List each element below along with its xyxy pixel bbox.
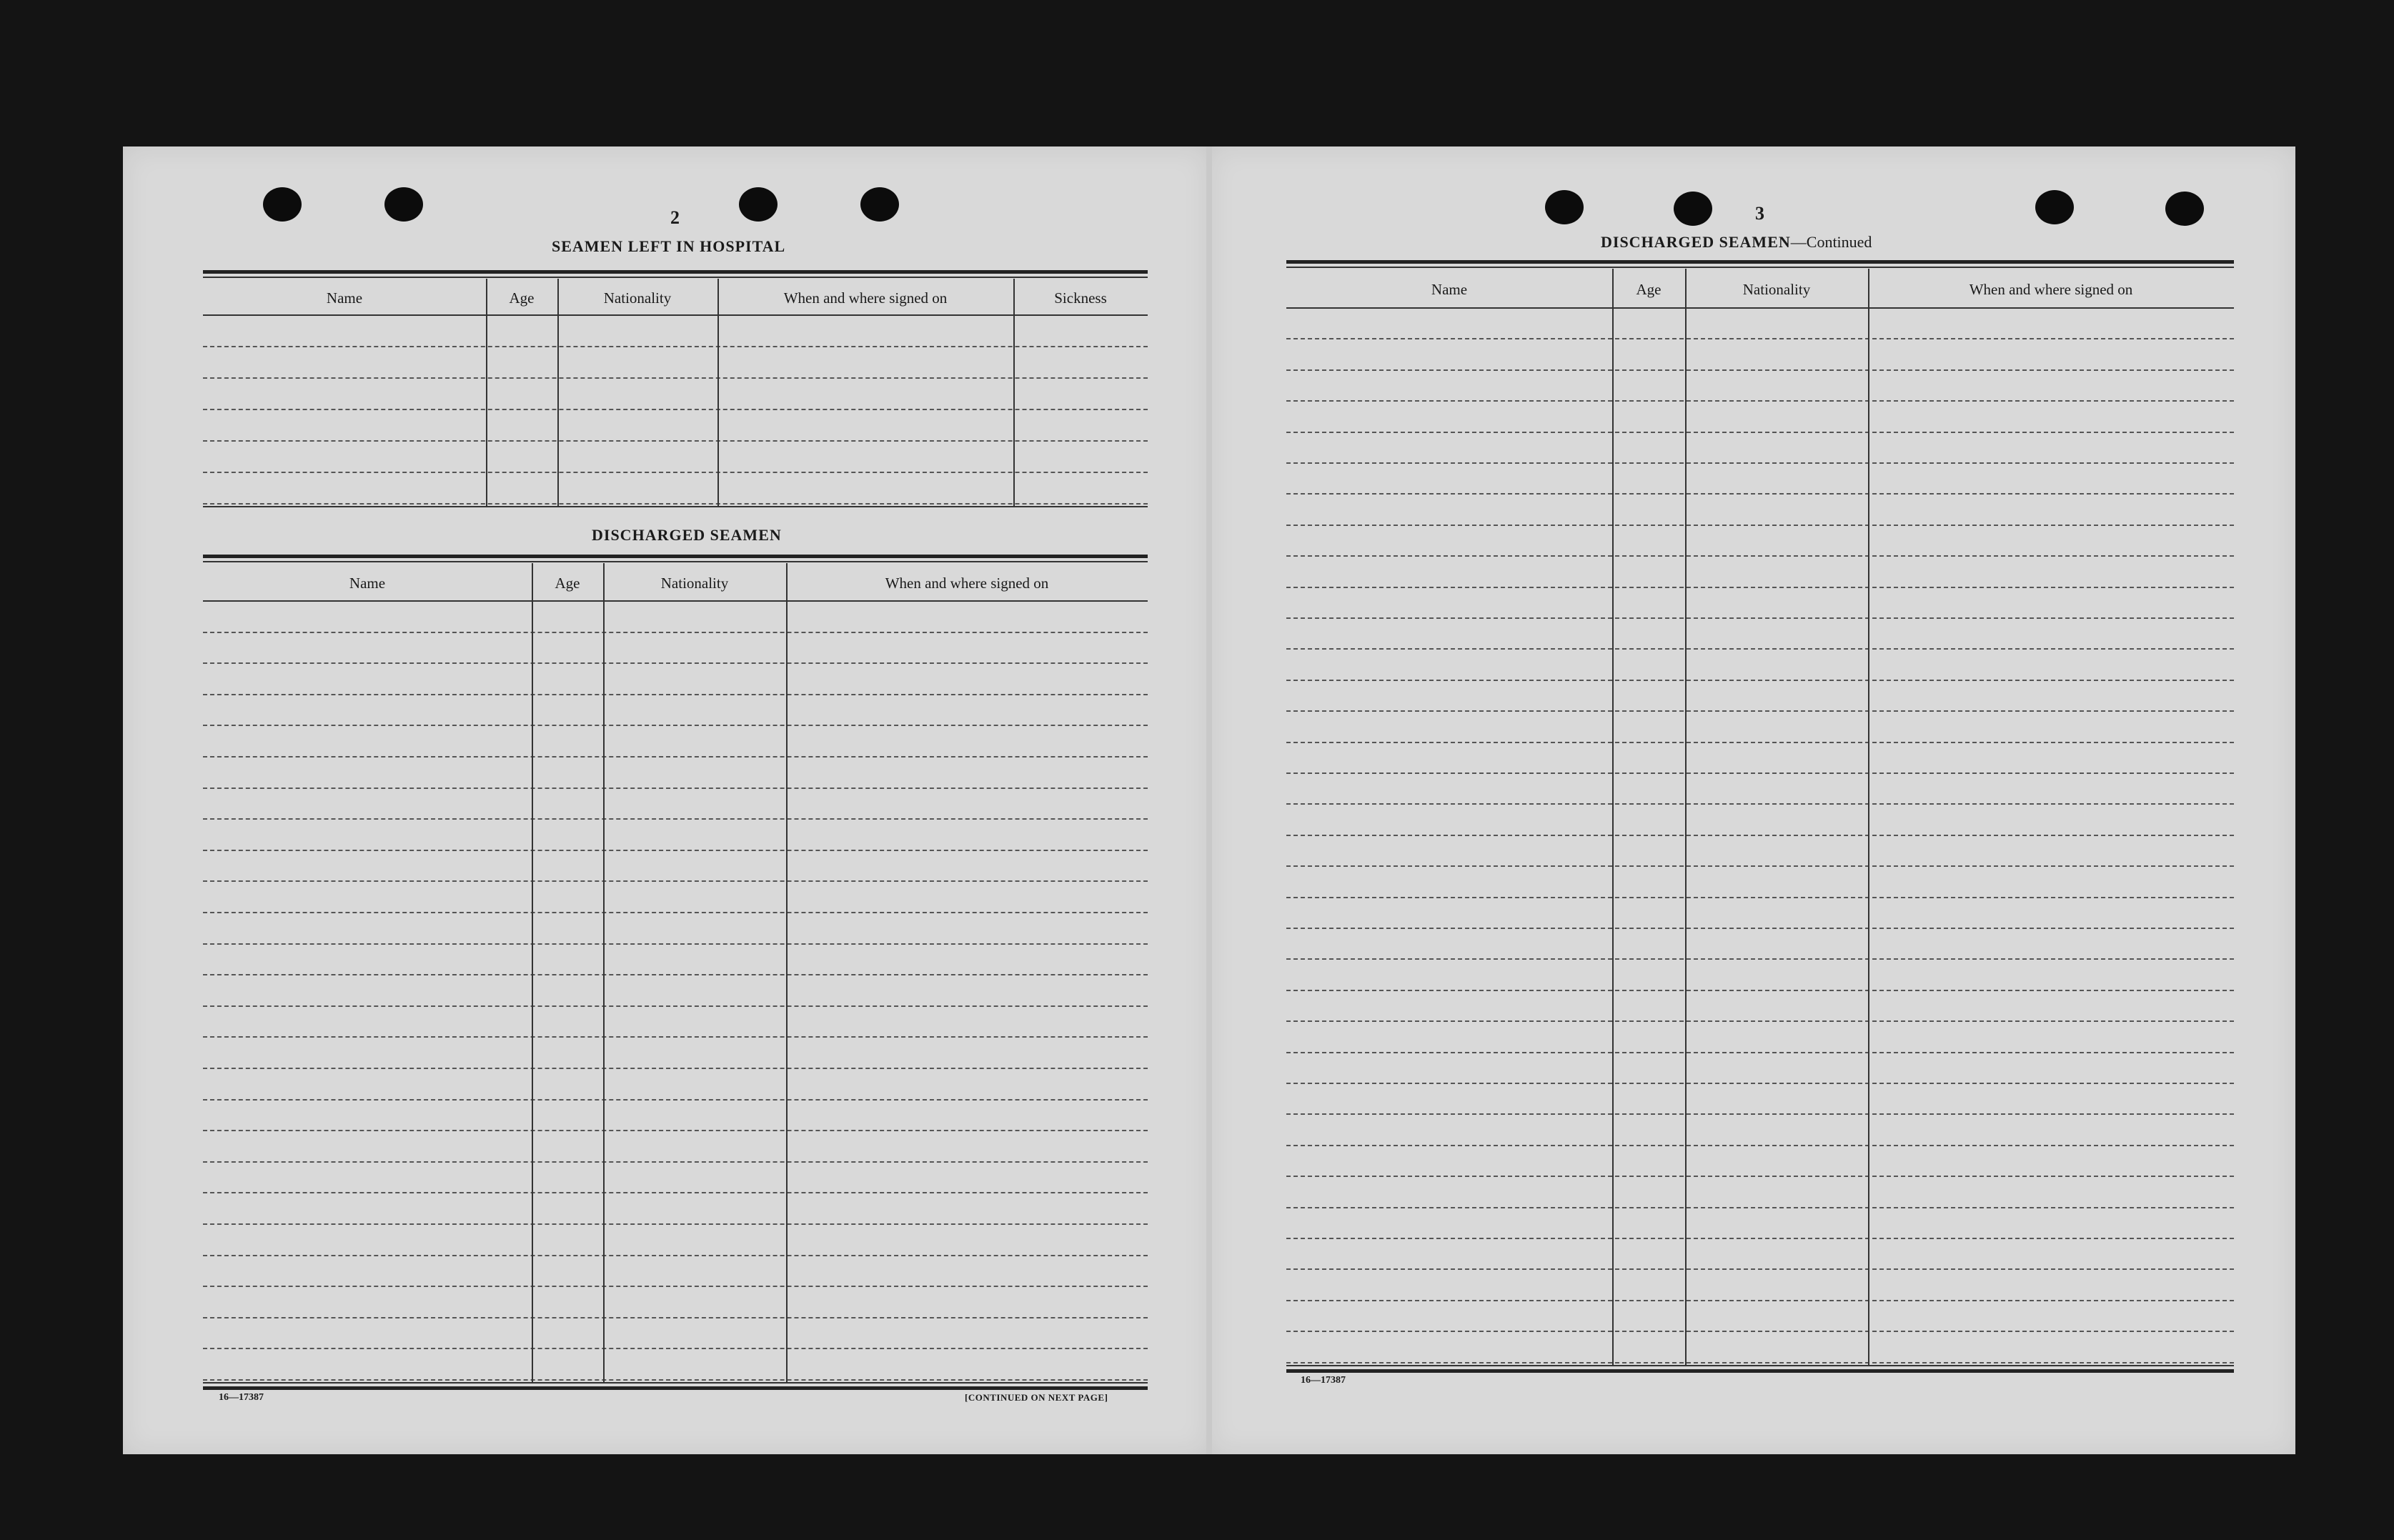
table-row xyxy=(203,1286,1148,1287)
discharged-section-title: DISCHARGED SEAMEN xyxy=(592,526,782,544)
header-rule xyxy=(203,600,1148,602)
column-divider xyxy=(603,563,605,1382)
table-row xyxy=(203,788,1148,789)
column-header: Sickness xyxy=(1054,289,1107,307)
table-row xyxy=(203,1130,1148,1131)
column-header: Name xyxy=(1431,281,1468,298)
header-rule xyxy=(203,314,1148,316)
left-page xyxy=(123,146,1209,1454)
table-row xyxy=(1286,773,2234,774)
table-row xyxy=(1286,338,2234,339)
column-header: Age xyxy=(1636,281,1662,298)
punch-hole xyxy=(2035,190,2074,224)
table-row xyxy=(1286,680,2234,681)
table-row xyxy=(203,974,1148,975)
table-bottom-rule xyxy=(1286,1365,2234,1366)
discharged-title-text: DISCHARGED SEAMEN xyxy=(1601,233,1791,251)
table-row xyxy=(203,1223,1148,1225)
punch-hole xyxy=(2165,192,2204,226)
table-row xyxy=(203,503,1148,505)
table-row xyxy=(1286,400,2234,402)
table-row xyxy=(203,818,1148,820)
table-row xyxy=(1286,928,2234,929)
table-bottom-rule xyxy=(1286,1369,2234,1373)
table-row xyxy=(1286,742,2234,743)
page-number: 3 xyxy=(1755,203,1764,224)
table-row xyxy=(1286,1113,2234,1115)
table-row xyxy=(203,632,1148,633)
column-divider xyxy=(786,563,788,1382)
table-row xyxy=(203,377,1148,379)
column-header: Nationality xyxy=(603,289,672,307)
column-divider xyxy=(1612,269,1614,1365)
table-row xyxy=(203,346,1148,347)
column-divider xyxy=(717,279,719,506)
table-row xyxy=(203,850,1148,851)
table-row xyxy=(1286,1362,2234,1363)
table-row xyxy=(1286,587,2234,588)
table-row xyxy=(203,1192,1148,1193)
table-row xyxy=(1286,462,2234,464)
column-divider xyxy=(1868,269,1869,1365)
table-row xyxy=(1286,990,2234,991)
punch-hole xyxy=(1545,190,1584,224)
table-row xyxy=(203,1161,1148,1163)
column-divider xyxy=(486,279,487,506)
right-page xyxy=(1209,146,2295,1454)
table-row xyxy=(203,662,1148,664)
column-header: Nationality xyxy=(660,575,729,592)
page-number: 2 xyxy=(670,207,680,228)
punch-hole xyxy=(860,187,899,222)
table-row xyxy=(1286,493,2234,495)
table-row xyxy=(203,1068,1148,1069)
table-row xyxy=(1286,1083,2234,1084)
table-row xyxy=(1286,1176,2234,1177)
table-row xyxy=(1286,1052,2234,1053)
table-row xyxy=(203,694,1148,695)
table-top-rule xyxy=(203,277,1148,278)
column-divider xyxy=(1013,279,1015,506)
table-row xyxy=(203,440,1148,442)
table-row xyxy=(1286,555,2234,557)
table-top-rule xyxy=(203,270,1148,274)
table-row xyxy=(203,912,1148,913)
column-header: When and where signed on xyxy=(885,575,1049,592)
table-top-rule xyxy=(1286,267,2234,268)
table-row xyxy=(203,472,1148,473)
table-top-rule xyxy=(203,555,1148,558)
form-code: 16—17387 xyxy=(219,1392,264,1403)
table-row xyxy=(203,1099,1148,1101)
column-header: When and where signed on xyxy=(1969,281,2133,298)
table-row xyxy=(203,880,1148,882)
column-header: Age xyxy=(555,575,580,592)
table-row xyxy=(203,756,1148,757)
table-row xyxy=(203,1036,1148,1038)
punch-hole xyxy=(739,187,778,222)
table-row xyxy=(203,1348,1148,1349)
table-row xyxy=(1286,1238,2234,1239)
column-header: When and where signed on xyxy=(783,289,948,307)
table-row xyxy=(1286,958,2234,960)
punch-hole xyxy=(263,187,302,222)
table-top-rule xyxy=(203,561,1148,562)
table-row xyxy=(1286,897,2234,898)
table-bottom-rule xyxy=(203,1386,1148,1390)
table-row xyxy=(1286,865,2234,867)
table-row xyxy=(1286,1207,2234,1208)
table-row xyxy=(1286,648,2234,650)
discharged-continued-title xyxy=(1601,233,1872,252)
column-header: Age xyxy=(509,289,535,307)
continued-suffix: —Continued xyxy=(1790,233,1872,251)
column-divider xyxy=(557,279,559,506)
table-row xyxy=(1286,1145,2234,1146)
table-row xyxy=(1286,710,2234,712)
page-gutter xyxy=(1206,146,1212,1454)
table-bottom-rule xyxy=(203,1382,1148,1383)
punch-hole xyxy=(1674,192,1712,226)
table-bottom-rule xyxy=(203,506,1148,507)
table-row xyxy=(1286,525,2234,526)
table-row xyxy=(203,1255,1148,1256)
form-code: 16—17387 xyxy=(1301,1375,1346,1386)
table-top-rule xyxy=(1286,260,2234,264)
header-rule xyxy=(1286,307,2234,309)
column-divider xyxy=(532,563,533,1382)
table-row xyxy=(1286,835,2234,836)
table-row xyxy=(1286,432,2234,433)
column-header: Name xyxy=(349,575,386,592)
table-row xyxy=(1286,1331,2234,1332)
hospital-section-title: SEAMEN LEFT IN HOSPITAL xyxy=(552,237,786,255)
table-row xyxy=(1286,1020,2234,1022)
table-row xyxy=(203,1317,1148,1318)
column-header: Name xyxy=(326,289,363,307)
table-row xyxy=(1286,617,2234,619)
table-row xyxy=(1286,1268,2234,1270)
table-row xyxy=(203,1005,1148,1007)
table-row xyxy=(1286,369,2234,371)
table-row xyxy=(1286,803,2234,805)
column-divider xyxy=(1685,269,1687,1365)
table-row xyxy=(1286,1300,2234,1301)
column-header: Nationality xyxy=(1742,281,1811,298)
continued-note: [CONTINUED ON NEXT PAGE] xyxy=(965,1392,1108,1403)
table-row xyxy=(203,409,1148,410)
table-row xyxy=(203,725,1148,726)
table-row xyxy=(203,1379,1148,1381)
table-row xyxy=(203,943,1148,945)
punch-hole xyxy=(384,187,423,222)
